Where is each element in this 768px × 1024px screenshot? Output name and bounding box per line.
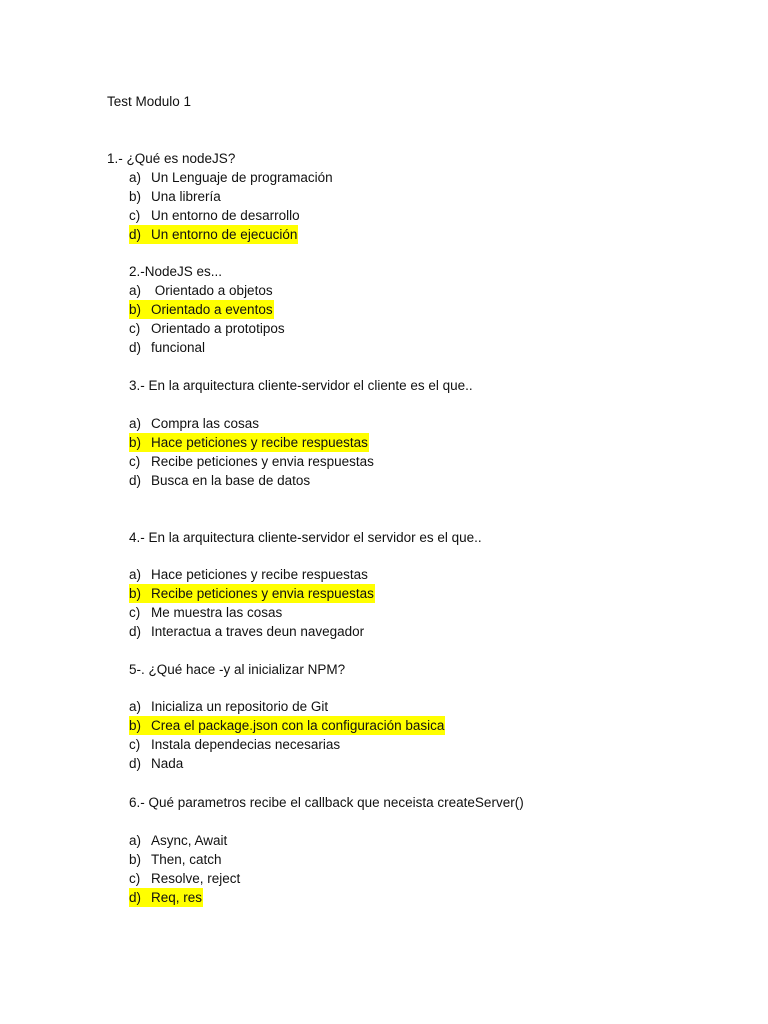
option-letter: c) <box>129 871 141 886</box>
option-letter: c) <box>129 737 141 752</box>
option-letter: a) <box>129 699 142 714</box>
option-letter: c) <box>129 454 141 469</box>
question-2-option-c <box>129 319 285 338</box>
option-letter: a) <box>129 567 142 582</box>
option-text: funcional <box>151 340 206 355</box>
question-2-text: 2.-NodeJS es... <box>129 264 223 279</box>
option-text: Orientado a objetos <box>151 283 273 298</box>
option-letter: b) <box>129 435 142 450</box>
option-letter: d) <box>129 624 142 639</box>
question-4-option-b-highlighted <box>129 584 375 603</box>
question-1-option-c <box>129 206 300 225</box>
option-text: Req, res <box>151 890 203 905</box>
option-text: Recibe peticiones y envia respuestas <box>151 586 374 601</box>
option-text: Hace peticiones y recibe respuestas <box>151 435 368 450</box>
option-letter: d) <box>129 756 142 771</box>
option-text: Hace peticiones y recibe respuestas <box>151 567 368 582</box>
question-1-text: 1.- ¿Qué es nodeJS? <box>107 151 236 166</box>
option-text: Async, Await <box>151 833 228 848</box>
option-letter: a) <box>129 833 142 848</box>
option-text: Compra las cosas <box>151 416 260 431</box>
option-letter: d) <box>129 890 142 905</box>
option-text: Un entorno de desarrollo <box>151 208 300 223</box>
option-text: Inicializa un repositorio de Git <box>151 699 329 714</box>
question-1-option-a <box>129 168 333 187</box>
option-text: Orientado a eventos <box>151 302 273 317</box>
option-letter: a) <box>129 416 142 431</box>
question-6-option-b <box>129 850 222 869</box>
question-4-text: 4.- En la arquitectura cliente-servidor el servidor es el que.. <box>129 530 482 545</box>
option-text: Nada <box>151 756 184 771</box>
question-2-option-d <box>129 338 205 357</box>
question-2-option-b-highlighted <box>129 300 274 319</box>
option-letter: a) <box>129 170 142 185</box>
option-letter: b) <box>129 302 142 317</box>
option-text: Interactua a traves deun navegador <box>151 624 365 639</box>
option-text: Resolve, reject <box>151 871 241 886</box>
question-2-option-a <box>129 281 273 300</box>
option-text: Instala dependecias necesarias <box>151 737 341 752</box>
option-letter: b) <box>129 586 142 601</box>
option-letter: a) <box>129 283 142 298</box>
question-3-option-a <box>129 414 259 433</box>
question-3-option-d <box>129 471 310 490</box>
question-5-option-c <box>129 735 340 754</box>
question-3-text: 3.- En la arquitectura cliente-servidor el cliente es el que.. <box>129 378 473 393</box>
option-text: Un entorno de ejecución <box>151 227 298 242</box>
option-letter: b) <box>129 189 142 204</box>
option-text: Busca en la base de datos <box>151 473 311 488</box>
option-letter: b) <box>129 718 142 733</box>
option-letter: b) <box>129 852 142 867</box>
question-4-option-c <box>129 603 282 622</box>
option-letter: d) <box>129 227 142 242</box>
question-5-text: 5-. ¿Qué hace -y al inicializar NPM? <box>129 662 346 677</box>
option-text: Me muestra las cosas <box>151 605 283 620</box>
document-title: Test Modulo 1 <box>107 94 192 109</box>
option-letter: d) <box>129 340 142 355</box>
option-text: Una librería <box>151 189 221 204</box>
question-5-option-b-highlighted <box>129 716 445 735</box>
option-text: Recibe peticiones y envia respuestas <box>151 454 374 469</box>
question-4-option-a <box>129 565 368 584</box>
question-5-option-a <box>129 697 328 716</box>
question-3-option-b-highlighted <box>129 433 369 452</box>
question-6-option-d-highlighted <box>129 888 203 907</box>
question-3-option-c <box>129 452 374 471</box>
question-6-text: 6.- Qué parametros recibe el callback que neceista createServer() <box>129 795 524 810</box>
question-4-option-d <box>129 622 364 641</box>
question-5-option-d <box>129 754 183 773</box>
option-text: Then, catch <box>151 852 222 867</box>
question-6-option-c <box>129 869 240 888</box>
option-letter: c) <box>129 605 141 620</box>
option-letter: c) <box>129 208 141 223</box>
question-1-option-b <box>129 187 221 206</box>
option-text: Un Lenguaje de programación <box>151 170 333 185</box>
option-text: Orientado a prototipos <box>151 321 285 336</box>
option-text: Crea el package.json con la configuración basica <box>151 718 445 733</box>
question-1-option-d-highlighted <box>129 225 298 244</box>
option-letter: d) <box>129 473 142 488</box>
question-6-option-a <box>129 831 227 850</box>
option-letter: c) <box>129 321 141 336</box>
